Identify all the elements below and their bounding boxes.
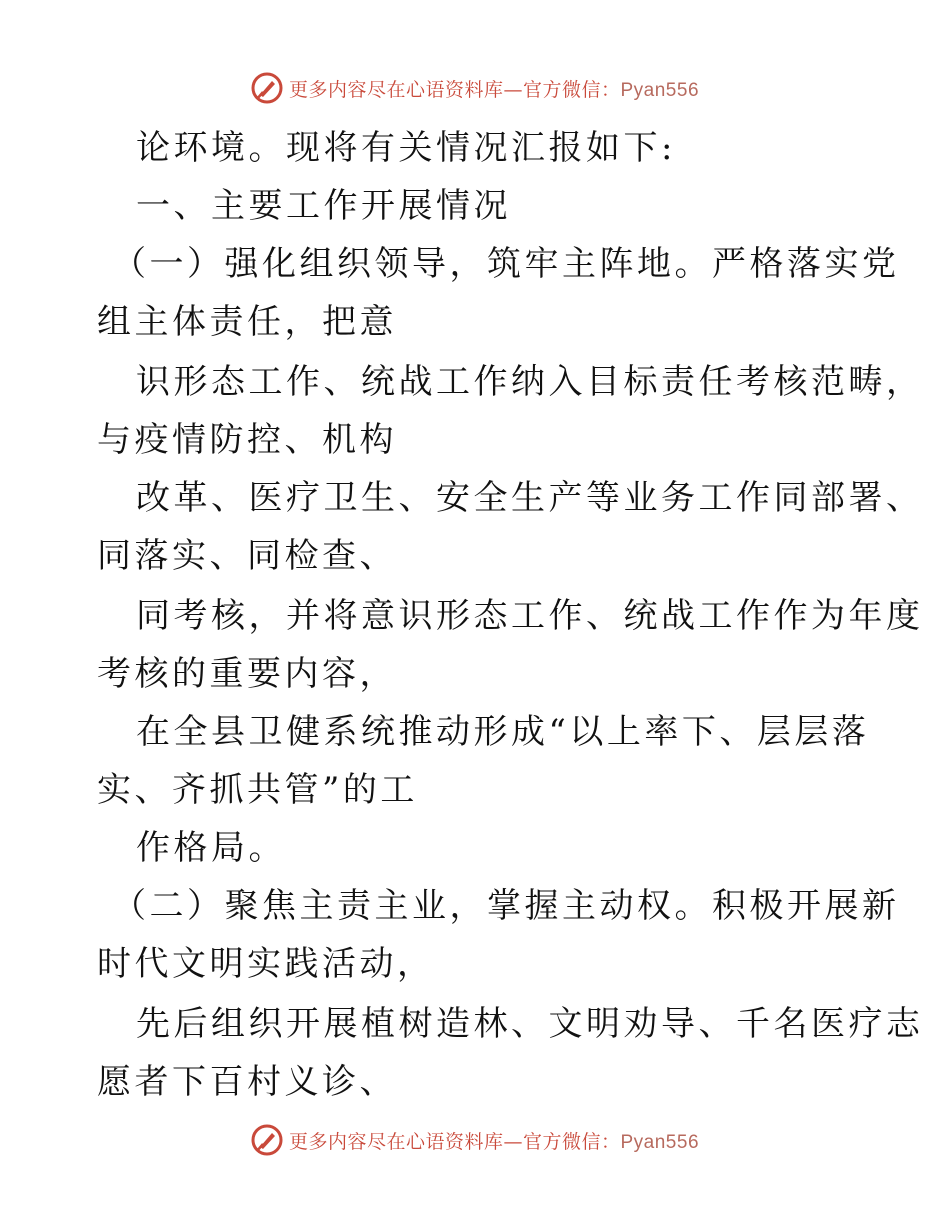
subsection-heading: （二）聚焦主责主业，掌握主动权。积极开展新 <box>112 886 900 926</box>
pen-nib-logo-icon <box>251 72 283 104</box>
text-line: 组主体责任，把意 <box>97 302 397 342</box>
subsection-heading: （一）强化组织领导，筑牢主阵地。严格落实党 <box>112 244 900 284</box>
text-line: 作格局。 <box>136 828 286 868</box>
text-line: 考核的重要内容， <box>97 654 397 694</box>
text-line: 实、齐抓共管”的工 <box>97 770 418 810</box>
section-heading: 一、主要工作开展情况 <box>136 186 511 226</box>
text-line: 与疫情防控、机构 <box>97 420 397 460</box>
pen-nib-logo-icon <box>251 1124 283 1156</box>
footer-watermark <box>0 1122 950 1158</box>
watermark-text: 更多内容尽在心语资料库—官方微信：Pyan556 <box>288 1130 700 1153</box>
text-line: 先后组织开展植树造林、文明劝导、千名医疗志 <box>136 1004 924 1044</box>
text-line: 在全县卫健系统推动形成“以上率下、层层落 <box>136 712 870 752</box>
text-line: 同落实、同检查、 <box>97 536 397 576</box>
header-watermark <box>0 70 950 106</box>
text-line: 同考核，并将意识形态工作、统战工作作为年度 <box>136 596 924 636</box>
text-line: 论环境。现将有关情况汇报如下: <box>136 128 676 168</box>
text-line: 改革、医疗卫生、安全生产等业务工作同部署、 <box>136 478 924 518</box>
text-line: 时代文明实践活动， <box>97 944 435 984</box>
watermark-text: 更多内容尽在心语资料库—官方微信：Pyan556 <box>288 78 700 101</box>
text-line: 愿者下百村义诊、 <box>97 1062 397 1102</box>
text-line: 识形态工作、统战工作纳入目标责任考核范畴， <box>136 362 924 402</box>
